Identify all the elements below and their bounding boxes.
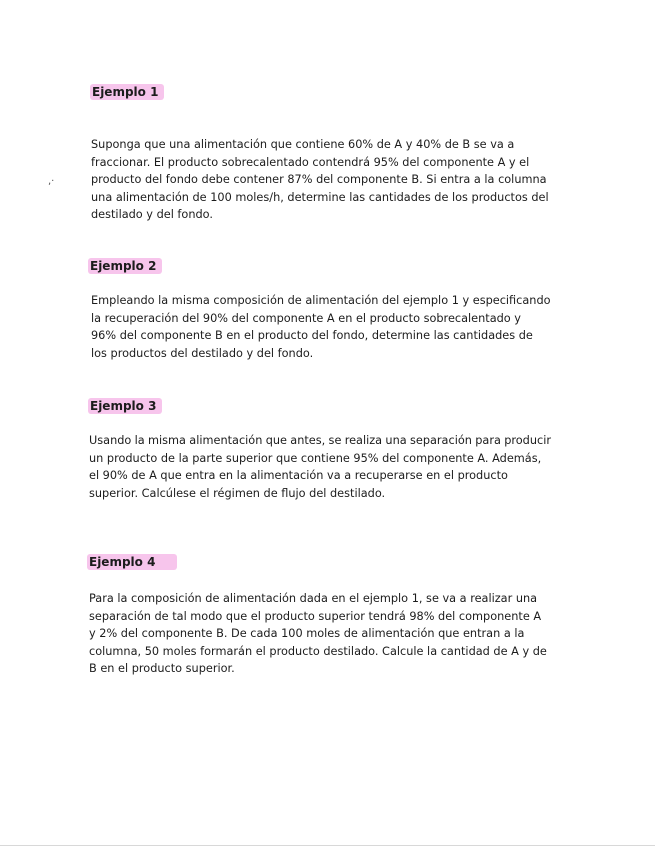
margin-mark: ,·: [48, 176, 55, 187]
paragraph-line: Para la composición de alimentación dada en el ejemplo 1, se va a realizar una: [89, 592, 538, 605]
heading-ejemplo-1: Ejemplo 1: [90, 84, 164, 100]
paragraph-line: y 2% del componente B. De cada 100 moles de alimentación que entran a la: [89, 627, 525, 640]
paragraph-line: una alimentación de 100 moles/h, determine las cantidades de los productos del: [91, 190, 549, 204]
paragraph-line: producto del fondo debe contener 87% del componente B. Si entra a la columna: [91, 173, 547, 186]
paragraph-ejemplo-4: [89, 590, 551, 678]
paragraph-line: Suponga que una alimentación que contiene 60% de A y 40% de B se va a: [91, 138, 515, 151]
paragraph-line: Usando la misma alimentación que antes, se realiza una separación para producir: [89, 434, 552, 447]
scan-edge-line: [0, 845, 655, 846]
paragraph-line: B en el producto superior.: [89, 662, 235, 675]
paragraph-line: Empleando la misma composición de alimentación del ejemplo 1 y especificando: [91, 294, 551, 307]
paragraph-ejemplo-1: [91, 136, 553, 224]
paragraph-line: destilado y del fondo.: [91, 208, 213, 221]
paragraph-line: los productos del destilado y del fondo.: [91, 346, 314, 360]
paragraph-ejemplo-3: [89, 432, 551, 502]
paragraph-line: columna, 50 moles formarán el producto destilado. Calcule la cantidad de A y de: [89, 644, 547, 658]
paragraph-line: la recuperación del 90% del componente A en el producto sobrecalentado y: [91, 311, 521, 325]
paragraph-line: fraccionar. El producto sobrecalentado contendrá 95% del componente A y el: [91, 155, 530, 169]
paragraph-line: 96% del componente B en el producto del fondo, determine las cantidades de: [91, 329, 533, 342]
paragraph-ejemplo-2: [91, 292, 553, 362]
paragraph-line: superior. Calcúlese el régimen de flujo del destilado.: [89, 486, 386, 500]
paragraph-line: el 90% de A que entra en la alimentación va a recuperarse en el producto: [89, 469, 508, 482]
heading-ejemplo-3: Ejemplo 3: [88, 398, 162, 414]
heading-ejemplo-2: Ejemplo 2: [88, 258, 162, 274]
heading-ejemplo-4: Ejemplo 4: [87, 554, 177, 570]
paragraph-line: separación de tal modo que el producto superior tendrá 98% del componente A: [89, 609, 542, 623]
paragraph-line: un producto de la parte superior que contiene 95% del componente A. Además,: [89, 451, 542, 465]
